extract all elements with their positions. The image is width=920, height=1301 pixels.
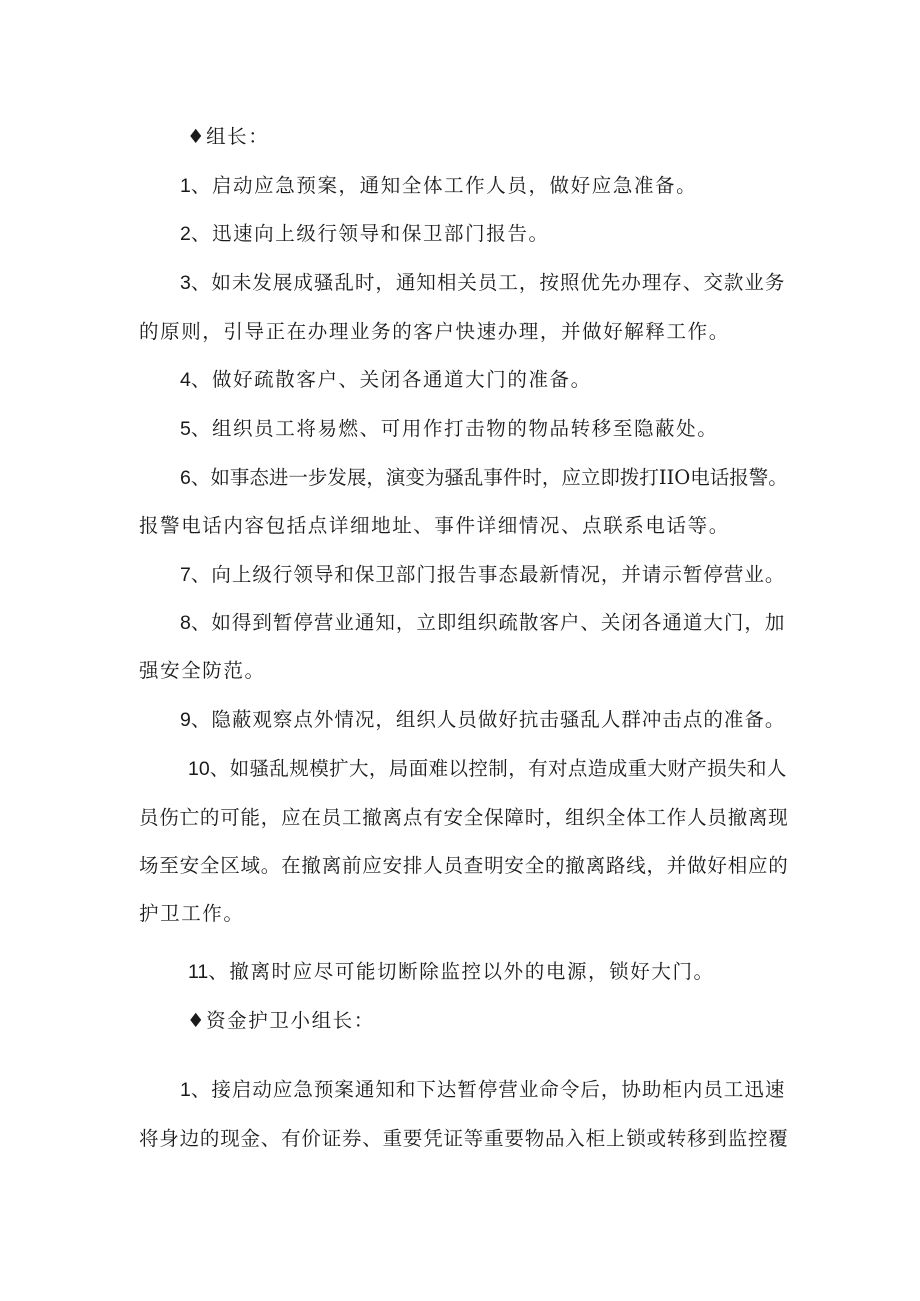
paragraph-line: 员伤亡的可能，应在员工撤离点有安全保障时，组织全体工作人员撤离现 bbox=[139, 806, 789, 829]
paragraph-line: 7、向上级行领导和保卫部门报告事态最新情况，并请示暂停营业。 bbox=[180, 563, 786, 586]
paragraph-line: 1、接启动应急预案通知和下达暂停营业命令后，协助柜内员工迅速 bbox=[180, 1078, 786, 1101]
paragraph-line: 2、迅速向上级行领导和保卫部门报告。 bbox=[180, 222, 550, 245]
paragraph-line: 5、组织员工将易燃、可用作打击物的物品转移至隐蔽处。 bbox=[180, 417, 719, 440]
paragraph-line: 3、如未发展成骚乱时，通知相关员工，按照优先办理存、交款业务 bbox=[180, 271, 786, 294]
paragraph-line: 9、隐蔽观察点外情况，组织人员做好抗击骚乱人群冲击点的准备。 bbox=[180, 708, 786, 731]
paragraph-line: 6、如事态进一步发展，演变为骚乱事件时，应立即拨打IIO电话报警。 bbox=[180, 466, 788, 489]
paragraph-line: 强安全防范。 bbox=[139, 659, 266, 682]
paragraph-line: 10、如骚乱规模扩大，局面难以控制，有对点造成重大财产损失和人 bbox=[188, 757, 787, 780]
paragraph-line: 报警电话内容包括点详细地址、事件详细情况、点联系电话等。 bbox=[139, 514, 730, 537]
paragraph-line: 场至安全区域。在撤离前应安排人员查明安全的撤离路线，并做好相应的 bbox=[139, 854, 789, 877]
paragraph-line: 11、撤离时应尽可能切断除监控以外的电源，锁好大门。 bbox=[188, 960, 715, 983]
paragraph-line: 的原则，引导正在办理业务的客户快速办理，并做好解释工作。 bbox=[139, 320, 730, 343]
section-heading-fund-escort: ♦资金护卫小组长： bbox=[187, 1009, 375, 1032]
paragraph-line: 4、做好疏散客户、关闭各通道大门的准备。 bbox=[180, 368, 592, 391]
section-heading-leader: ♦组长： bbox=[187, 125, 270, 148]
paragraph-line: 护卫工作。 bbox=[139, 902, 245, 925]
paragraph-line: 8、如得到暂停营业通知，立即组织疏散客户、关闭各通道大门，加 bbox=[180, 611, 786, 634]
paragraph-line: 将身边的现金、有价证券、重要凭证等重要物品入柜上锁或转移到监控覆 bbox=[139, 1127, 789, 1150]
paragraph-line: 1、启动应急预案，通知全体工作人员，做好应急准备。 bbox=[180, 174, 698, 197]
